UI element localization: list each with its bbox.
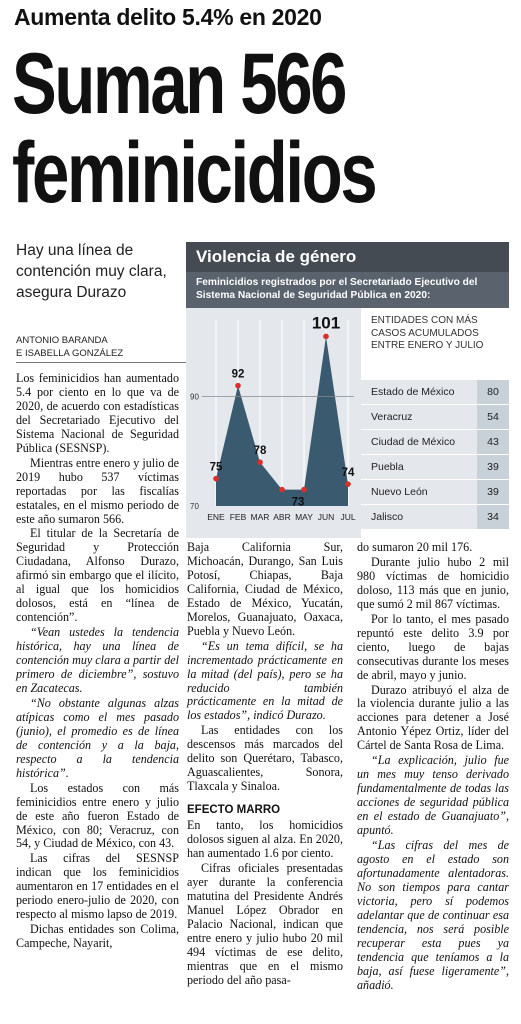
col1-paragraph: Los estados con más feminicidios entre enero y julio de este año fueron Estado de México, con 80; Veracruz, con 54, y Ciudad de México, con 43. xyxy=(16,780,179,851)
col1-paragraph: Los feminicidios han aumentado 5.4 por ciento en lo que va de 2020, de acuerdo con estadísticas del Secretariado Ejecutivo del Sistema Nacional de Seguridad Pública (SESNSP). xyxy=(16,371,179,455)
state-name: Jalisco xyxy=(371,511,404,523)
data-point xyxy=(345,481,351,487)
col1-paragraph: Dichas entidades son Colima, Campeche, Nayarit, xyxy=(16,922,179,951)
col2-paragraph: “Es un tema difícil, se ha incrementado prácticamente en la mitad (del país), pero se ha reducido también prácticamente en la mitad de los estados”, indicó Durazo. xyxy=(187,638,343,723)
state-name: Nuevo León xyxy=(371,486,428,498)
chart-area xyxy=(186,308,361,538)
col2-paragraph: Baja California Sur, Michoacán, Durango, San Luis Potosí, Chiapas, Baja California, Ciudad de México, Estado de México, Yucatán, Morelos, Guanajuato, Oaxaca, Puebla y Nuevo León. xyxy=(187,540,343,638)
col3-paragraph: “La explicación, julio fue un mes muy tenso derivado fundamentalmente de todas las acciones de seguridad pública en el estado de Guanajuato”, apuntó. xyxy=(357,753,509,838)
x-tick-label: JUL xyxy=(340,512,356,522)
article-column-2 xyxy=(187,541,343,989)
state-value: 54 xyxy=(477,405,509,429)
headline-line-1: Suman 566 xyxy=(12,36,346,132)
headline-line-2: feminicidios xyxy=(12,125,376,221)
data-label: 74 xyxy=(341,467,355,480)
data-label: 92 xyxy=(231,368,245,381)
infographic-title: Violencia de género xyxy=(186,242,509,272)
data-point xyxy=(257,459,263,465)
table-row xyxy=(361,455,509,480)
data-point xyxy=(323,334,329,340)
kicker: Aumenta delito 5.4% en 2020 xyxy=(14,4,322,30)
state-value: 39 xyxy=(477,480,509,504)
monthly-femicides-chart xyxy=(186,308,361,538)
x-tick-label: ENE xyxy=(207,512,225,522)
data-label: 101 xyxy=(311,313,341,333)
y-tick-label: 70 xyxy=(190,502,199,511)
data-point xyxy=(235,383,241,389)
byline-author-1: ANTONIO BARANDA xyxy=(16,335,108,346)
state-value: 39 xyxy=(477,455,509,479)
table-row xyxy=(361,380,509,405)
state-name: Ciudad de México xyxy=(371,436,456,448)
x-tick-label: MAR xyxy=(250,512,270,522)
infographic-subtitle: Feminicidios registrados por el Secretariado Ejecutivo del Sistema Nacional de Seguridad Pública en 2020: xyxy=(186,272,509,308)
state-value: 80 xyxy=(477,380,509,404)
x-tick-label: ABR xyxy=(273,512,291,522)
col1-paragraph: “Vean ustedes la tendencia histórica, hay una línea de contención muy clara a partir del primero de diciembre”, sostuvo en Zacatecas. xyxy=(16,625,179,695)
col2-paragraph: En tanto, los homicidios dolosos siguen al alza. En 2020, han aumentado 1.6 por ciento. xyxy=(187,818,343,861)
byline-rule xyxy=(16,362,186,363)
table-heading: ENTIDADES CON MÁS CASOS ACUMULADOS ENTRE ENERO Y JULIO xyxy=(371,315,484,351)
table-body xyxy=(361,380,509,530)
state-name: Estado de México xyxy=(371,386,455,398)
table-row xyxy=(361,430,509,455)
col3-paragraph: do sumaron 20 mil 176. xyxy=(357,540,473,554)
state-table xyxy=(361,308,509,538)
infographic xyxy=(186,242,509,538)
data-label: 75 xyxy=(209,461,223,474)
data-label: 78 xyxy=(253,445,267,458)
table-row xyxy=(361,505,509,530)
table-row xyxy=(361,480,509,505)
col3-paragraph: Por lo tanto, el mes pasado repuntó este delito 3.9 por ciento, luego de bajas consecutivas durante los meses de abril, mayo y junio. xyxy=(357,611,509,682)
col2-paragraph: Las entidades con los descensos más marcados del delito son Querétaro, Tabasco, Aguascalientes, Sonora, Tlaxcala y Sinaloa. xyxy=(187,723,343,794)
col1-paragraph: El titular de la Secretaría de Seguridad y Protección Ciudadana, Alfonso Durazo, afirmó sin embargo que el ilícito, al igual que los homicidios dolosos, está en “línea de contención”. xyxy=(16,526,179,625)
x-tick-label: FEB xyxy=(229,512,247,522)
byline-author-2: E ISABELLA GONZÁLEZ xyxy=(16,348,124,359)
article-column-1 xyxy=(16,372,179,952)
col1-paragraph: “No obstante algunas alzas atípicas como el mes pasado (junio), el promedio es de línea de contención y a la baja, respecto a la tendencia histórica”. xyxy=(16,695,179,780)
article-column-3 xyxy=(357,541,509,994)
subhead-efecto-marro: EFECTO MARRO xyxy=(187,804,281,817)
state-value: 43 xyxy=(477,430,509,454)
byline xyxy=(16,334,123,360)
data-label: 73 xyxy=(291,496,305,509)
col1-paragraph: Las cifras del SESNSP indican que los feminicidios aumentaron en 17 entidades en el periodo enero-julio de 2020, con respecto al mismo lapso de 2019. xyxy=(16,851,179,922)
col3-paragraph: Durante julio hubo 2 mil 980 víctimas de homicidio doloso, 113 más que en junio, que sumó 2 mil 867 víctimas. xyxy=(357,554,509,611)
data-point xyxy=(213,476,219,482)
y-tick-label: 90 xyxy=(190,392,199,402)
data-point xyxy=(301,487,307,493)
x-tick-label: JUN xyxy=(317,512,335,522)
col3-paragraph: Durazo atribuyó el alza de la violencia durante julio a las acciones para detener a José Antonio Yépez Ortiz, líder del Cártel de Santa Rosa de Lima. xyxy=(357,682,509,753)
deck: Hay una línea de contención muy clara, asegura Durazo xyxy=(16,242,167,301)
col2-paragraph: Cifras oficiales presentadas ayer durante la conferencia matutina del Presidente Andrés Manuel López Obrador en Palacio Nacional, indican que entre enero y julio hubo 20 mil 494 víctimas de ese delito, mientras que en el mismo periodo del año pasa- xyxy=(187,860,343,987)
state-name: Puebla xyxy=(371,461,404,473)
state-name: Veracruz xyxy=(371,411,413,423)
table-row xyxy=(361,405,509,430)
state-value: 34 xyxy=(477,505,509,529)
col1-paragraph: Mientras entre enero y julio de 2019 hubo 537 víctimas reportadas por las fiscalías estatales, en el mismo periodo de este año sumaron 566. xyxy=(16,455,179,526)
col3-paragraph: “Las cifras del mes de agosto en el estado son afortunadamente alentadoras. No son tiempos para cantar victoria, pero sí podemos adelantar que de continuar esa tendencia, nos será posible recuperar esta pues ya tendencia que teníamos a la baja, así fuese ligeramente”, añadió. xyxy=(357,838,509,992)
data-point xyxy=(279,487,285,493)
x-tick-label: MAY xyxy=(295,512,313,522)
